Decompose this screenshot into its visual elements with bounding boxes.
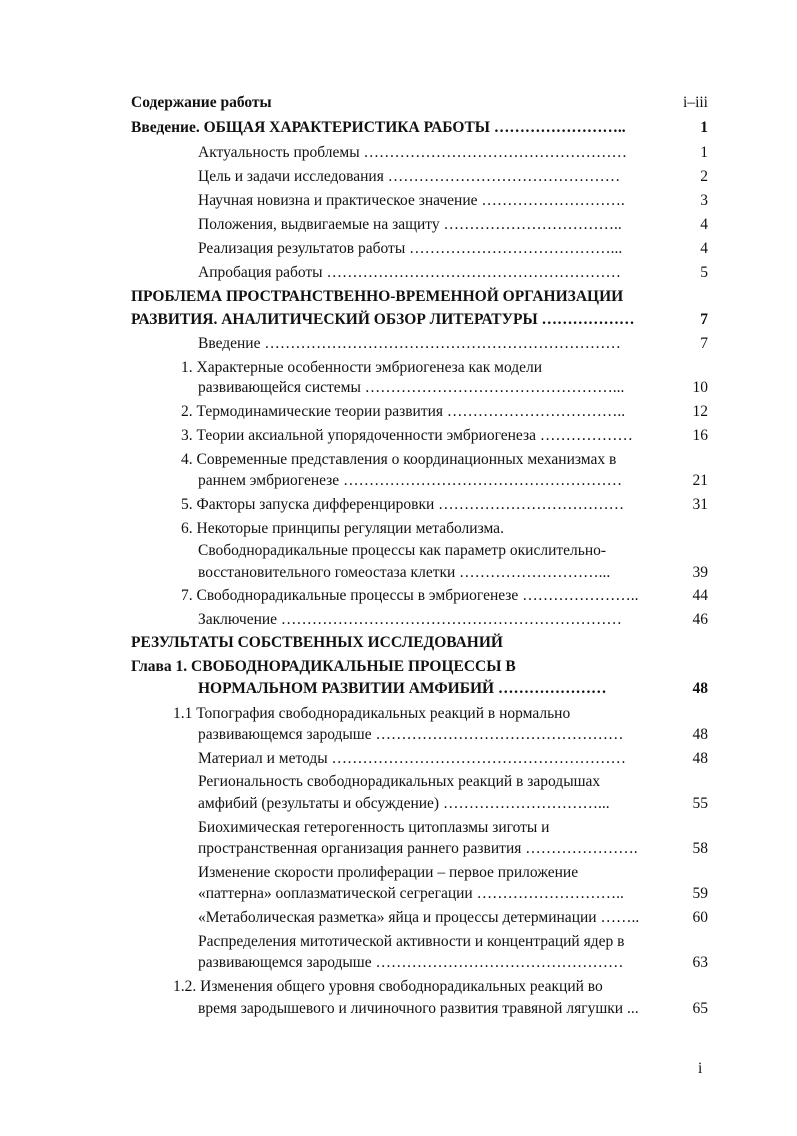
toc-entry-text: время зародышевого и личиночного развития травяной лягушки ... <box>198 1000 639 1017</box>
toc-entry-page: 63 <box>692 954 708 971</box>
toc-entry-text: Свободнорадикальные процессы как параметр окислительно- <box>198 542 607 559</box>
toc-entry-page: 4 <box>700 240 708 257</box>
page-number: i <box>698 1060 703 1077</box>
toc-entry-page: 46 <box>692 611 708 628</box>
toc-entry-text: Введение. ОБЩАЯ ХАРАКТЕРИСТИКА РАБОТЫ …………………….. <box>131 119 626 136</box>
toc-entry-text: развивающемся зародыше ………………………………………… <box>198 726 624 743</box>
toc-entry-page: 58 <box>692 840 708 857</box>
toc-entry-page: 2 <box>700 168 708 185</box>
toc-entry-text: Введение …………………………………………………………… <box>198 335 621 352</box>
toc-entry-page: 55 <box>692 795 708 812</box>
toc-entry-text: восстановительного гомеостаза клетки ………………………... <box>198 564 611 581</box>
toc-entry-text: развивающемся зародыше ………………………………………… <box>198 954 624 971</box>
toc-section-heading: ПРОБЛЕМА ПРОСТРАНСТВЕННО-ВРЕМЕННОЙ ОРГАНИЗАЦИИ <box>131 288 624 305</box>
toc-entry-page: 4 <box>700 216 708 233</box>
toc-entry-page: 16 <box>692 427 708 444</box>
toc-entry-text: 1.2. Изменения общего уровня свободнорадикальных реакций во <box>173 978 603 995</box>
toc-entry-page: 7 <box>700 311 708 328</box>
toc-entry-text: НОРМАЛЬНОМ РАЗВИТИИ АМФИБИЙ ………………… <box>198 680 607 697</box>
toc-entry-text: 5. Факторы запуска дифференцировки ……………………………… <box>181 496 625 513</box>
toc-entry-text: «паттерна» ооплазматической сегрегации ……………………….. <box>198 885 624 902</box>
toc-entry-page: 7 <box>700 335 708 352</box>
toc-entry-page: 65 <box>692 1000 708 1017</box>
toc-entry-page: 31 <box>692 496 708 513</box>
toc-entry-text: Биохимическая гетерогенность цитоплазмы зиготы и <box>198 819 550 836</box>
toc-entry-page: 48 <box>692 750 708 767</box>
toc-entry-text: пространственная организация раннего развития …………………. <box>198 840 638 857</box>
toc-entry-text: 4. Современные представления о координационных механизмах в <box>181 451 617 468</box>
toc-entry-page: 59 <box>692 885 708 902</box>
toc-entry-text: РАЗВИТИЯ. АНАЛИТИЧЕСКИЙ ОБЗОР ЛИТЕРАТУРЫ ……………… <box>131 311 635 328</box>
toc-entry-text: Апробация работы ………………………………………………… <box>198 264 621 281</box>
toc-entry-text: Реализация результатов работы …………………………………... <box>198 240 623 257</box>
toc-entry-page: 44 <box>692 587 708 604</box>
toc-entry-text: амфибий (результаты и обсуждение) …………………………... <box>198 795 610 812</box>
toc-entry-page: 5 <box>700 264 708 281</box>
toc-entry-page: 39 <box>692 564 708 581</box>
toc-title: Содержание работы <box>131 94 272 111</box>
toc-entry-text: 1.1 Топография свободнорадикальных реакций в нормально <box>173 705 571 722</box>
toc-section-heading: Глава 1. СВОБОДНОРАДИКАЛЬНЫЕ ПРОЦЕССЫ В <box>131 658 516 675</box>
toc-entry-text: Положения, выдвигаемые на защиту …………………………….. <box>198 216 622 233</box>
toc-entry-text: Материал и методы ………………………………………………… <box>198 750 626 767</box>
toc-entry-page: 1 <box>700 144 708 161</box>
toc-entry-text: раннем эмбриогенезе ……………………………………………… <box>198 472 623 489</box>
toc-entry-text: «Метаболическая разметка» яйца и процессы детерминации …….. <box>198 909 640 926</box>
toc-entry-page: 12 <box>692 403 708 420</box>
toc-entry-text: 3. Теории аксиальной упорядоченности эмбриогенеза ……………… <box>181 427 633 444</box>
toc-entry-page: 10 <box>692 379 708 396</box>
toc-entry-text: 7. Свободнорадикальные процессы в эмбриогенезе ………………….. <box>181 587 639 604</box>
toc-entry-text: 1. Характерные особенности эмбриогенеза как модели <box>181 359 543 376</box>
toc-entry-text: Распределения митотической активности и концентраций ядер в <box>198 933 625 950</box>
toc-entry-page: 60 <box>692 909 708 926</box>
toc-entry-text: 6. Некоторые принципы регуляции метаболизма. <box>181 520 504 537</box>
toc-entry-text: Региональность свободнорадикальных реакций в зародышах <box>198 773 601 790</box>
toc-entry-page: 1 <box>700 119 708 136</box>
toc-entry-text: Научная новизна и практическое значение ………………………. <box>198 192 625 209</box>
toc-title-page: i–iii <box>683 94 708 111</box>
toc-entry-text: Изменение скорости пролиферации – первое приложение <box>198 864 579 881</box>
toc-entry-text: развивающейся системы …………………………………………... <box>198 379 625 396</box>
toc-entry-page: 3 <box>700 192 708 209</box>
toc-entry-text: Заключение ………………………………………………………… <box>198 611 622 628</box>
toc-entry-page: 48 <box>692 680 708 697</box>
toc-entry-page: 21 <box>692 472 708 489</box>
toc-entry-page: 48 <box>692 726 708 743</box>
toc-entry-text: 2. Термодинамические теории развития …………………………….. <box>181 403 626 420</box>
toc-entry-text: Актуальность проблемы …………………………………………… <box>198 144 627 161</box>
toc-entry-text: Цель и задачи исследования ……………………………………… <box>198 168 621 185</box>
toc-section-heading: РЕЗУЛЬТАТЫ СОБСТВЕННЫХ ИССЛЕДОВАНИЙ <box>131 634 503 651</box>
